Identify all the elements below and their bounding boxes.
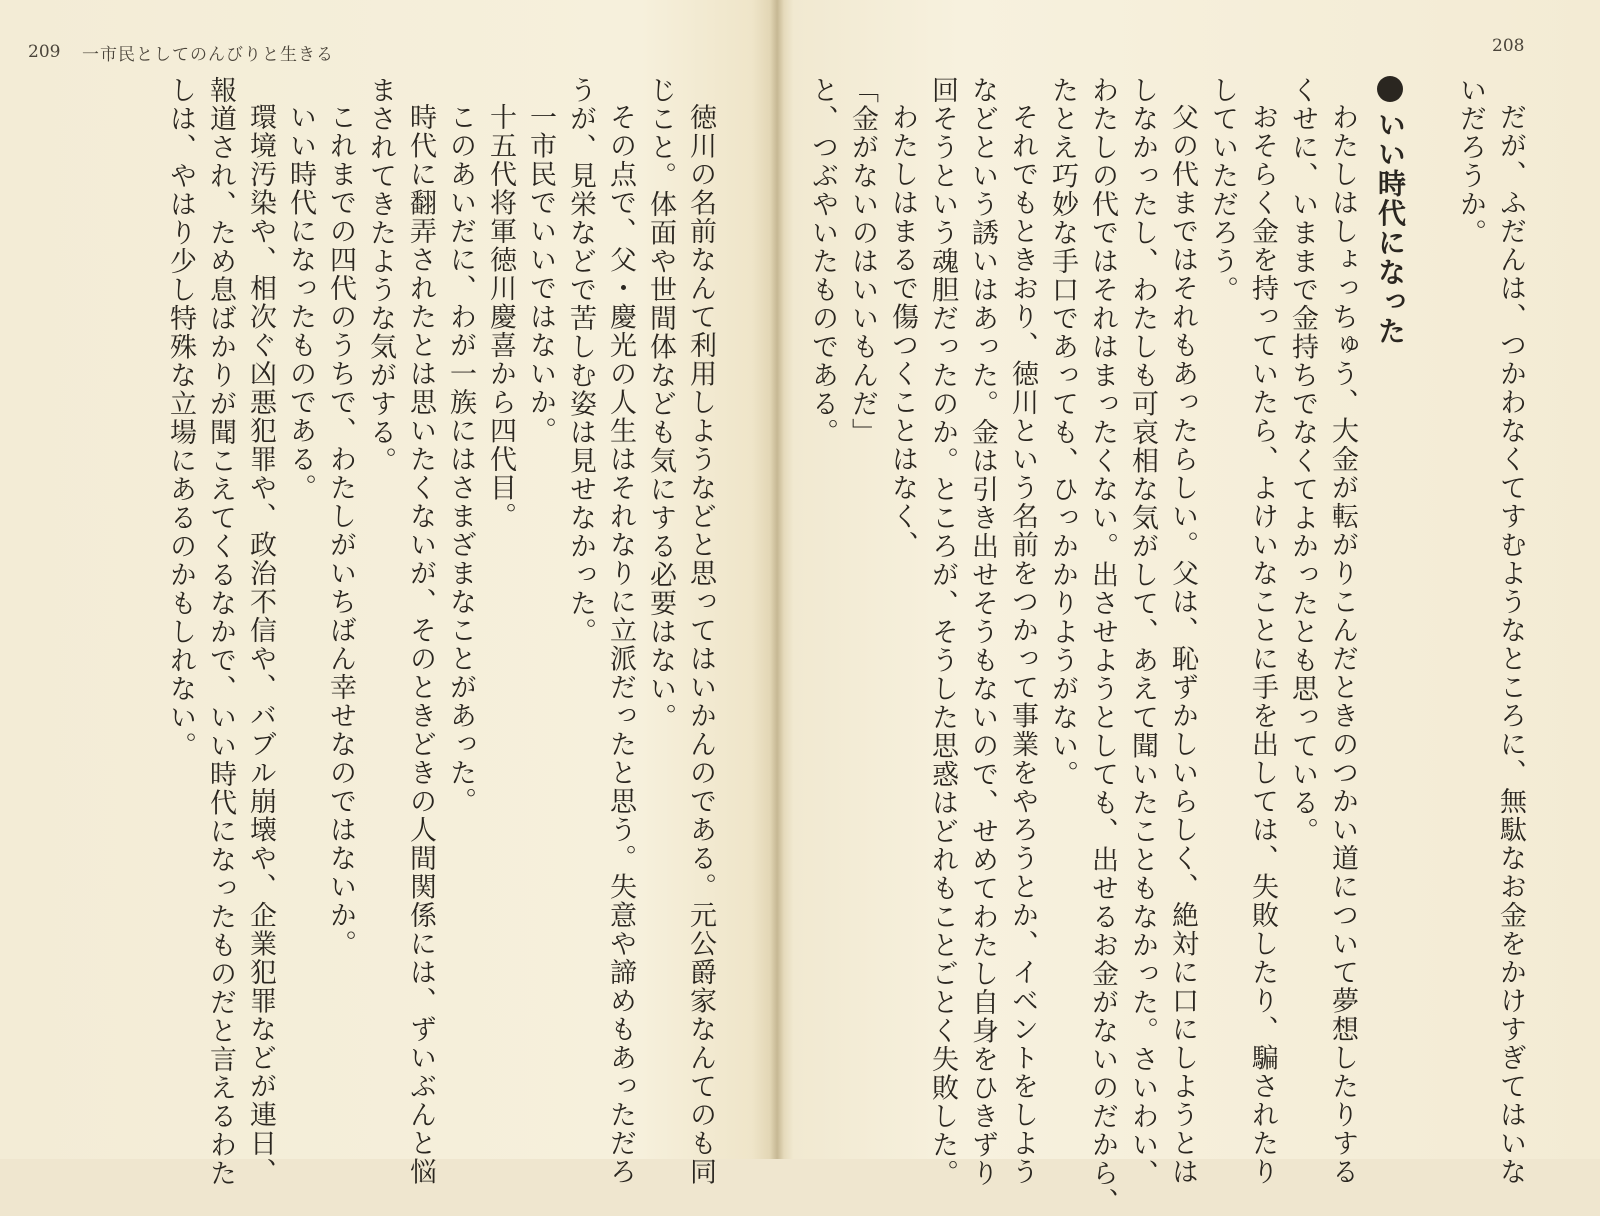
right-page-number: 208 xyxy=(1492,36,1525,56)
text-line: このあいだに、わが一族にはさまざまなことがあった。 xyxy=(445,103,476,816)
text-line: いだろうか。 xyxy=(1455,76,1486,247)
text-line: しなかったし、わたしも可哀相な気がして、あえて聞いたこともなかった。さいわい、 xyxy=(1127,76,1158,1188)
text-line: わたしの代ではそれはまったくない。出させようとしても、出せるお金がないのだから、 xyxy=(1087,76,1118,1216)
text-line: おそらく金を持っていたら、よけいなことに手を出しては、失敗したり、騙されたり xyxy=(1247,103,1278,1186)
text-line: 時代に翻弄されたとは思いたくないが、そのときどきの人間関係には、ずいぶんと悩 xyxy=(405,103,436,1186)
column-gap xyxy=(1362,76,1370,1136)
text-line: などという誘いはあった。金は引き出せそうもないので、せめてわたし自身をひきずり xyxy=(967,76,998,1188)
running-head-title: 一市民としてのんびりと生きる xyxy=(82,45,334,65)
text-line: 環境汚染や、相次ぐ凶悪犯罪や、政治不信や、バブル崩壊や、企業犯罪などが連日、 xyxy=(245,103,276,1186)
text-line: 報道され、ため息ばかりが聞こえてくるなかで、いい時代になったものだと言えるわた xyxy=(205,76,236,1188)
text-line: 父の代まではそれもあったらしい。父は、恥ずかしいらしく、絶対に口にしようとは xyxy=(1167,103,1198,1186)
text-line: 回そうという魂胆だったのか。ところが、そうした思惑はどれもことごとく失敗した。 xyxy=(927,76,958,1188)
text-line: それでもときおり、徳川という名前をつかって事業をやろうとか、イベントをしよう xyxy=(1007,103,1038,1186)
book-spine xyxy=(770,0,784,1159)
section-heading-text: いい時代になった xyxy=(1374,110,1407,346)
text-line: わたしはしょっちゅう、大金が転がりこんだときのつかい道について夢想したりする xyxy=(1327,103,1358,1186)
bullet-icon xyxy=(1377,76,1403,102)
left-page-text xyxy=(160,76,720,1188)
text-line: 十五代将軍徳川慶喜から四代目。 xyxy=(485,103,516,531)
text-line: うが、見栄などで苦しむ姿は見せなかった。 xyxy=(565,76,596,646)
text-line: その点で、父・慶光の人生はそれなりに立派だったと思う。失意や諦めもあっただろ xyxy=(605,103,636,1186)
text-line: だが、ふだんは、つかわなくてすむようなところに、無駄なお金をかけすぎてはいな xyxy=(1495,103,1526,1186)
text-line: 「金がないのはいいもんだ」 xyxy=(847,76,878,447)
section-heading xyxy=(1370,76,1410,1136)
text-line: わたしはまるで傷つくことはなく、 xyxy=(887,103,918,559)
text-line: しは、やはり少し特殊な立場にあるのかもしれない。 xyxy=(165,76,196,760)
left-page-number: 209 xyxy=(28,42,61,62)
text-line: と、つぶやいたものである。 xyxy=(807,76,838,447)
text-line: じこと。体面や世間体なども気にする必要はない。 xyxy=(645,76,676,732)
text-line: これまでの四代のうちで、わたしがいちばん幸せなのではないか。 xyxy=(325,103,356,958)
column-gap xyxy=(1410,76,1450,1136)
text-line: 徳川の名前なんて利用しようなどと思ってはいかんのである。元公爵家なんてのも同 xyxy=(685,103,716,1186)
text-line: 一市民でいいではないか。 xyxy=(525,103,556,445)
right-page-text xyxy=(802,76,1530,1216)
text-line: くせに、いままで金持ちでなくてよかったとも思っている。 xyxy=(1287,76,1318,846)
text-line: いい時代になったものである。 xyxy=(285,103,316,502)
text-line: していただろう。 xyxy=(1207,76,1238,304)
text-line: まされてきたような気がする。 xyxy=(365,76,396,475)
text-line: たとえ巧妙な手口であっても、ひっかかりようがない。 xyxy=(1047,76,1078,789)
